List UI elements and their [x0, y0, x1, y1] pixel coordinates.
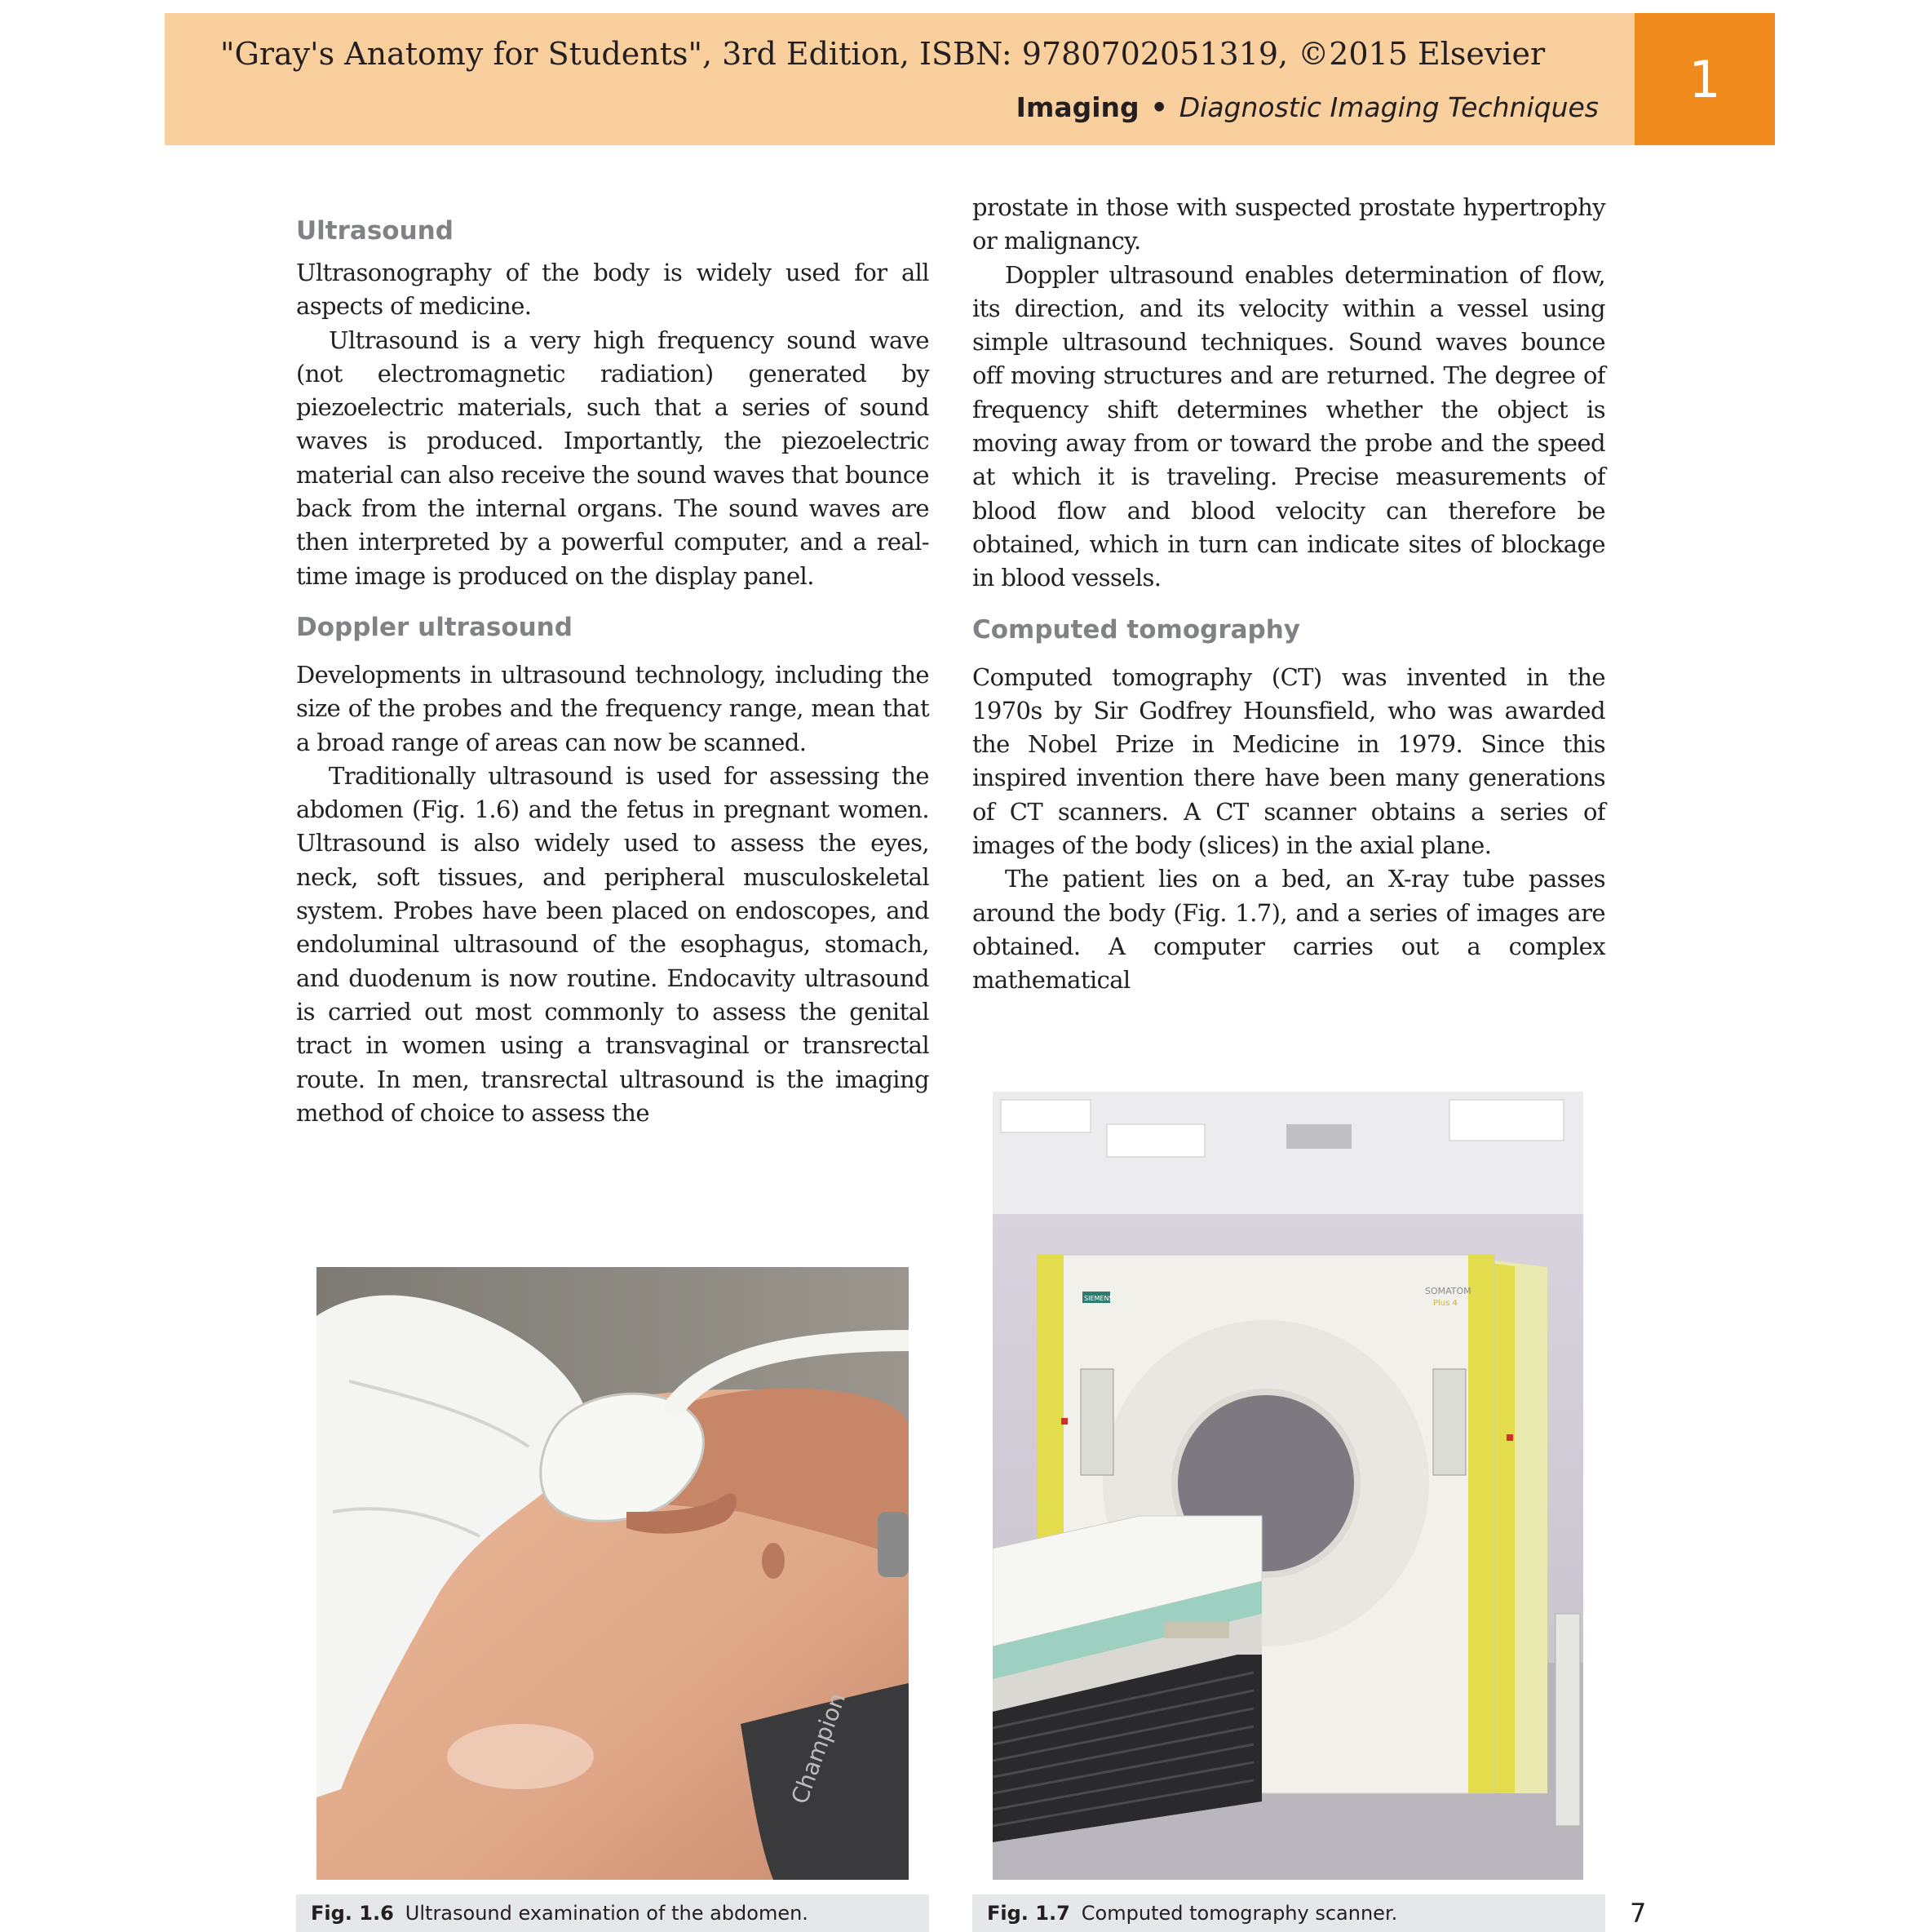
figure-1-7-photo [993, 1092, 1583, 1880]
right-text-column [972, 191, 1605, 998]
scanner-model-sub-label: Plus 4 [1433, 1299, 1458, 1308]
paragraph: The patient lies on a bed, an X-ray tube passes around the body (Fig. 1.7), and a series of images are obtained. A computer carries out a complex mathematical [972, 865, 1605, 995]
scanner-model-label: SOMATOM [1425, 1286, 1471, 1296]
page-number: 7 [1630, 1898, 1647, 1929]
figure-caption-text: Ultrasound examination of the abdomen. [405, 1902, 808, 1925]
figure-number: Fig. 1.6 [311, 1902, 394, 1925]
scanner-brand-label: SIEMENS [1084, 1295, 1113, 1302]
chapter-number-tab: 1 [1635, 13, 1775, 145]
figure-1-6-photo [316, 1267, 909, 1880]
heading-ultrasound: Ultrasound [296, 216, 454, 246]
paragraph: Doppler ultrasound enables determination of flow, its direction, and its velocity within a vessel using simple ultrasound techniques. Sound waves bounce off moving structures and are returned. The degree of frequency shift determines whether the object is moving away from or toward the probe and the speed at which it is traveling. Precise measurements of blood flow and blood velocity can therefore be obtained, which in turn can indicate sites of blockage in blood vessels. [972, 260, 1605, 592]
paragraph: Developments in ultrasound technology, including the size of the probes and the frequency range, mean that a broad range of areas can now be scanned. [296, 660, 929, 756]
heading-doppler-ultrasound: Doppler ultrasound [296, 612, 573, 642]
running-head-section: Imaging [1016, 91, 1140, 123]
paragraph: prostate in those with suspected prostate hypertrophy or malignancy. [972, 193, 1605, 255]
figure-caption-text: Computed tomography scanner. [1081, 1902, 1398, 1925]
paragraph: Traditionally ultrasound is used for assessing the abdomen (Fig. 1.6) and the fetus in pregnant women. Ultrasound is also widely used to assess the eyes, neck, soft tissues, and peripheral musculoskeletal system. Probes have been placed on endoscopes, and endoluminal ultrasound of the esophagus, stomach, and duodenum is now routine. Endocavity ultrasound is carried out most commonly to assess the genital tract in women using a transvaginal or transrectal route. In men, transrectal ultrasound is the imaging method of choice to assess the [296, 761, 929, 1127]
figure-1-7-caption [972, 1894, 1605, 1932]
heading-computed-tomography: Computed tomography [972, 614, 1301, 645]
paragraph: Ultrasonography of the body is widely used for all aspects of medicine. [296, 259, 929, 321]
figure-1-6-caption [296, 1894, 929, 1932]
paragraph: Computed tomography (CT) was invented in the 1970s by Sir Godfrey Hounsfield, who was awarded the Nobel Prize in Medicine in 1979. Since this inspired invention there have been many generations of CT scanners. A CT scanner obtains a series of images of the body (slices) in the axial plane. [972, 662, 1605, 860]
book-source-line: "Gray's Anatomy for Students", 3rd Edition, ISBN: 9780702051319, ©2015 Elsevier [220, 36, 1546, 72]
running-head-subsection: Diagnostic Imaging Techniques [1179, 91, 1599, 123]
running-head [1016, 91, 1599, 132]
left-text-column [296, 210, 929, 1130]
paragraph: Ultrasound is a very high frequency sound wave (not electromagnetic radiation) generated by piezoelectric materials, such that a series of sound waves is produced. Importantly, the piezoelectric material can also receive the sound waves that bounce back from the internal organs. The sound waves are then interpreted by a powerful computer, and a real-time image is produced on the display panel. [296, 326, 929, 590]
running-head-bullet: • [1150, 91, 1168, 123]
figure-number: Fig. 1.7 [987, 1902, 1070, 1925]
waistband-text: Champion [785, 1689, 852, 1808]
